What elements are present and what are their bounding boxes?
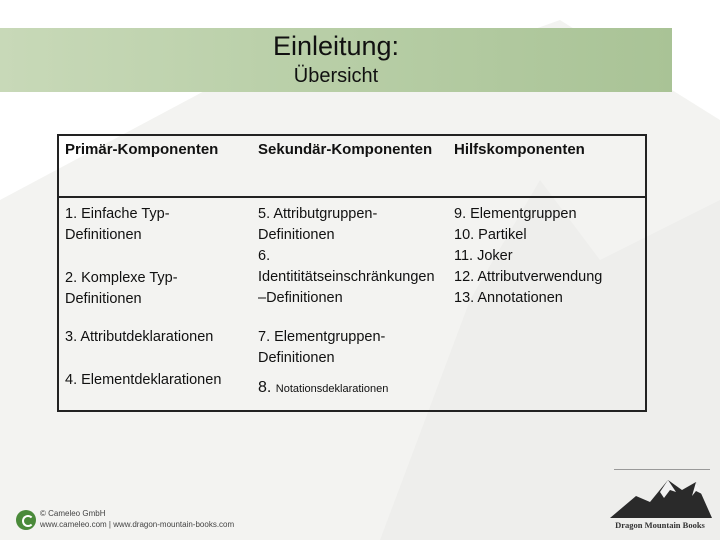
publisher-logo-text: Dragon Mountain Books bbox=[615, 520, 705, 530]
list-item bbox=[258, 377, 442, 400]
table-header-row bbox=[58, 135, 646, 197]
header-secondary: Sekundär-Komponenten bbox=[252, 135, 448, 197]
dragon-mountain-books-logo bbox=[606, 472, 714, 534]
list-item: 12. Attributverwendung bbox=[454, 269, 603, 285]
list-item: 9. Elementgruppen bbox=[454, 206, 577, 222]
list-item-number: 8. bbox=[258, 379, 272, 396]
mountain-logo-icon bbox=[606, 472, 714, 518]
primary-components-cell bbox=[58, 313, 252, 411]
table-row bbox=[58, 197, 646, 313]
slide-title: Einleitung: bbox=[272, 31, 400, 61]
list-item: 11. Joker bbox=[454, 248, 513, 264]
auxiliary-components-cell bbox=[448, 197, 646, 411]
cameleo-logo-icon bbox=[16, 510, 36, 530]
list-item: 5. Attributgruppen-Definitionen bbox=[258, 206, 378, 243]
list-item-label: Notationsdeklarationen bbox=[275, 383, 389, 395]
header-auxiliary: Hilfskomponenten bbox=[448, 135, 646, 197]
list-item: 3. Attributdeklarationen bbox=[65, 329, 214, 345]
footer-branding bbox=[12, 508, 272, 534]
overview-table bbox=[57, 134, 647, 412]
list-item: 10. Partikel bbox=[454, 227, 527, 243]
secondary-components-cell bbox=[252, 197, 448, 313]
header-primary: Primär-Komponenten bbox=[58, 135, 252, 197]
list-item: 13. Annotationen bbox=[454, 290, 563, 306]
list-item: 4. Elementdeklarationen bbox=[65, 372, 222, 388]
slide-subtitle: Übersicht bbox=[293, 65, 379, 87]
footer-divider bbox=[614, 469, 710, 470]
list-item: 7. Elementgruppen-Definitionen bbox=[258, 329, 386, 366]
primary-components-cell bbox=[58, 197, 252, 313]
list-item: 2. Komplexe Typ-Definitionen bbox=[65, 270, 178, 307]
list-item: 6. Identititätseinschränkungen –Definitionen bbox=[258, 248, 435, 306]
secondary-components-cell bbox=[252, 313, 448, 411]
copyright-text: © Cameleo GmbH bbox=[40, 509, 106, 518]
list-item: 1. Einfache Typ-Definitionen bbox=[65, 206, 170, 243]
website-links[interactable]: www.cameleo.com | www.dragon-mountain-books.com bbox=[40, 520, 235, 529]
